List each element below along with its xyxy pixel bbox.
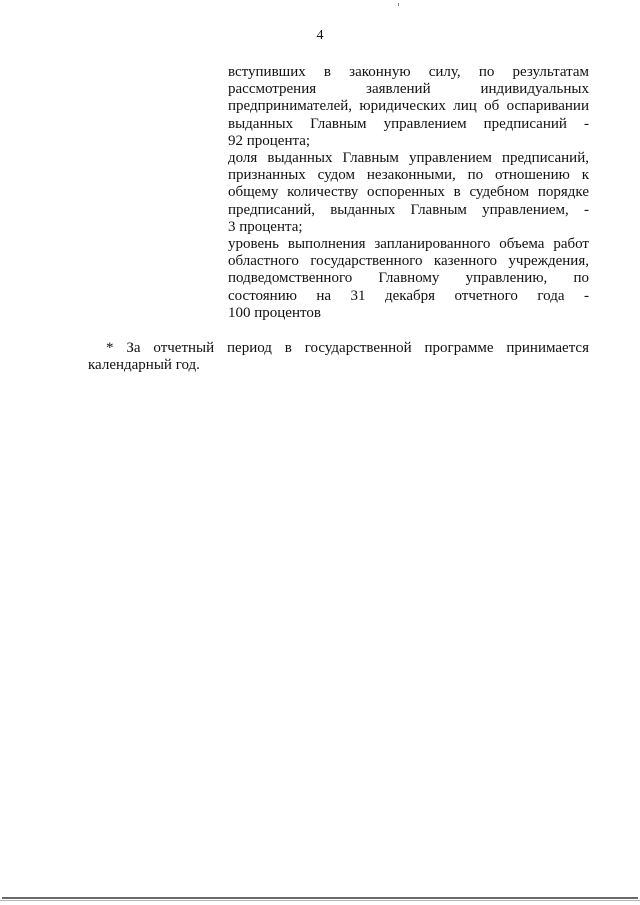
text-line: признанных судом незаконными, по отношению к [228,167,589,184]
footnote-line: календарный год. [88,357,200,374]
text-line: 100 процентов [228,304,321,321]
indicator-block-2 [228,150,589,236]
indicator-block-1 [228,64,589,150]
page-number: 4 [316,28,324,43]
text-line: вступивших в законную силу, по результатам [228,64,589,80]
indicator-block-3 [228,236,589,322]
text-line: выданных Главным управлением предписаний - [228,115,589,132]
text-line: 92 процента; [228,132,311,149]
footnote-line: * За отчетный период в государственной программе принимается [106,340,589,356]
bottom-border-line [2,897,638,899]
text-line: уровень выполнения запланированного объема работ [228,236,589,253]
text-line: рассмотрения заявлений индивидуальных [228,81,589,98]
footnote [88,340,589,374]
text-line: предпринимателей, юридических лиц об оспаривании [228,98,589,115]
scan-speck [398,3,399,6]
text-line: предписаний, выданных Главным управлением, - [228,201,589,218]
text-line: 3 процента; [228,218,303,235]
text-line: подведомственного Главному управлению, по [228,270,589,287]
indicators-column [228,64,589,322]
bottom-border-line [0,900,640,901]
text-line: общему количеству оспоренных в судебном порядке [228,184,589,201]
text-line: областного государственного казенного учреждения, [228,253,589,270]
text-line: доля выданных Главным управлением предписаний, [228,150,589,167]
text-line: состоянию на 31 декабря отчетного года - [228,287,589,304]
